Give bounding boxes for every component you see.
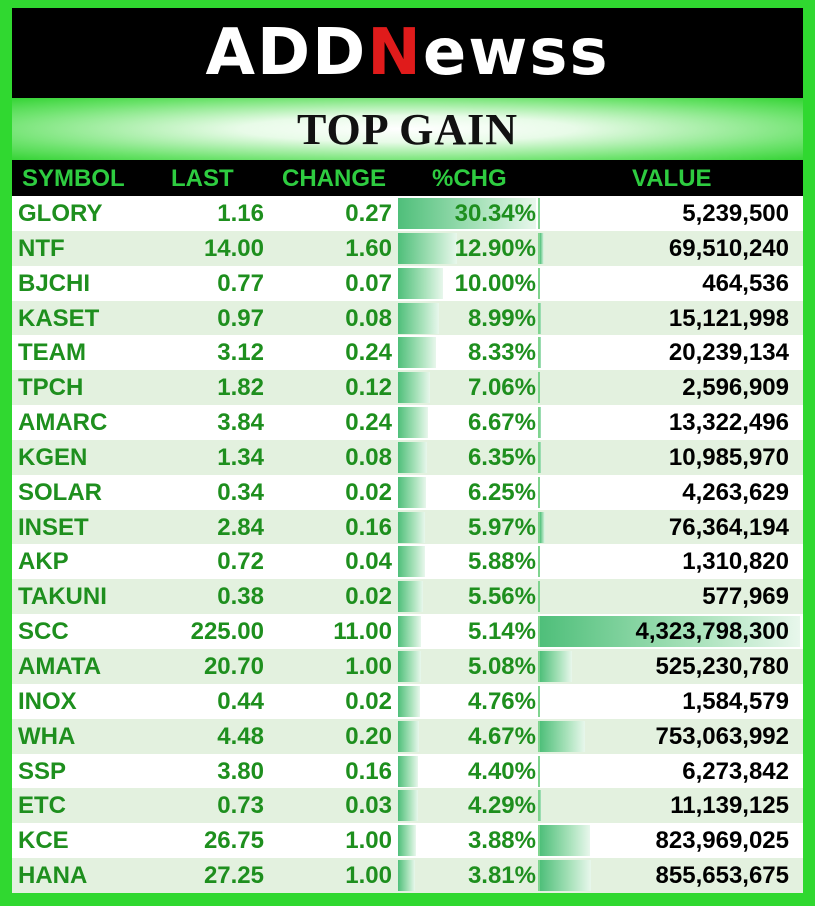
value-cell: 753,063,992 [655, 722, 789, 750]
pct-change-cell: 3.81% [467, 862, 536, 890]
pct-bar [398, 721, 419, 752]
last-cell: 27.25 [203, 862, 264, 890]
last-cell: 14.00 [203, 234, 264, 262]
pct-change-cell: 4.40% [467, 757, 536, 785]
value-bar [540, 512, 545, 543]
pct-change-cell: 3.88% [467, 827, 536, 855]
change-cell: 0.16 [345, 757, 392, 785]
pct-bar [398, 407, 428, 438]
pct-change-cell: 30.34% [454, 200, 536, 227]
symbol-cell: KGEN [18, 443, 88, 471]
value-cell: 6,273,842 [682, 757, 789, 785]
change-cell: 0.02 [345, 478, 392, 506]
change-cell: 0.24 [345, 409, 392, 437]
value-cell: 823,969,025 [655, 827, 789, 855]
value-bar [540, 303, 541, 334]
symbol-cell: AMARC [18, 409, 108, 437]
col-symbol: SYMBOL [22, 165, 125, 192]
last-cell: 3.80 [217, 757, 264, 785]
pct-bar [398, 581, 423, 612]
col-change: CHANGE [282, 165, 387, 192]
last-cell: 1.16 [217, 200, 264, 227]
last-cell: 0.44 [217, 687, 264, 715]
table-row [12, 788, 803, 823]
change-cell: 0.16 [345, 513, 392, 541]
value-cell: 1,310,820 [682, 548, 789, 576]
pct-change-cell: 7.06% [467, 374, 536, 402]
pct-bar [398, 233, 457, 264]
change-cell: 0.12 [345, 374, 392, 402]
pct-change-cell: 8.33% [467, 339, 536, 367]
value-cell: 855,653,675 [655, 862, 789, 890]
pct-bar [398, 616, 421, 647]
col-value: VALUE [632, 165, 712, 192]
symbol-cell: KCE [18, 827, 69, 855]
value-cell: 525,230,780 [655, 652, 789, 680]
symbol-cell: SSP [18, 757, 67, 785]
value-cell: 11,139,125 [670, 792, 789, 820]
table-row [12, 440, 803, 475]
col-last: LAST [171, 165, 234, 192]
last-cell: 20.70 [203, 652, 264, 680]
page-title: TOP GAIN [296, 104, 519, 154]
symbol-cell: ETC [18, 792, 66, 820]
value-cell: 76,364,194 [668, 513, 789, 541]
last-cell: 225.00 [190, 618, 264, 646]
pct-bar [398, 303, 439, 334]
pct-bar [398, 756, 418, 787]
table-row [12, 231, 803, 266]
pct-bar [398, 790, 418, 821]
symbol-cell: KASET [18, 304, 100, 332]
change-cell: 0.02 [345, 687, 392, 715]
table-row [12, 544, 803, 579]
symbol-cell: HANA [18, 862, 88, 890]
change-cell: 1.00 [345, 652, 392, 680]
table-body [12, 196, 803, 893]
value-cell: 2,596,909 [682, 374, 789, 402]
change-cell: 0.02 [345, 583, 392, 611]
pct-change-cell: 5.08% [467, 652, 536, 680]
last-cell: 1.82 [217, 374, 264, 402]
symbol-cell: GLORY [18, 200, 103, 227]
change-cell: 0.20 [345, 722, 392, 750]
value-cell: 4,323,798,300 [635, 618, 789, 646]
table-row [12, 475, 803, 510]
symbol-cell: SCC [18, 618, 69, 646]
value-cell: 464,536 [702, 269, 789, 297]
pct-bar [398, 372, 430, 403]
pct-change-cell: 6.67% [467, 409, 536, 437]
last-cell: 3.84 [217, 409, 264, 437]
pct-change-cell: 8.99% [467, 304, 536, 332]
table-row [12, 335, 803, 370]
symbol-cell: TPCH [18, 374, 84, 402]
last-cell: 0.38 [217, 583, 264, 611]
value-cell: 13,322,496 [668, 409, 789, 437]
title-band [12, 98, 803, 160]
change-cell: 0.03 [345, 792, 392, 820]
value-cell: 1,584,579 [682, 687, 789, 715]
logo-prefix: ADD [205, 16, 368, 90]
logo-n: N [367, 16, 423, 90]
pct-bar [398, 442, 427, 473]
symbol-cell: AMATA [18, 652, 102, 680]
pct-change-cell: 4.76% [467, 687, 536, 715]
table-row [12, 301, 803, 336]
table-row [12, 579, 803, 614]
table-row [12, 266, 803, 301]
value-bar [540, 337, 541, 368]
pct-bar [398, 860, 415, 891]
pct-bar [398, 477, 426, 508]
pct-bar [398, 268, 443, 299]
symbol-cell: TAKUNI [18, 583, 107, 611]
change-cell: 0.04 [345, 548, 392, 576]
pct-bar [398, 337, 436, 368]
logo [205, 16, 610, 90]
symbol-cell: TEAM [18, 339, 86, 367]
symbol-cell: INOX [18, 687, 77, 715]
pct-change-cell: 5.97% [467, 513, 536, 541]
value-cell: 10,985,970 [668, 443, 789, 471]
symbol-cell: NTF [18, 234, 65, 262]
last-cell: 4.48 [217, 722, 264, 750]
logo-suffix: ewss [422, 16, 610, 90]
table-row [12, 196, 803, 231]
value-cell: 20,239,134 [668, 339, 789, 367]
last-cell: 0.77 [217, 269, 264, 297]
table-row [12, 649, 803, 684]
value-bar [540, 721, 585, 752]
last-cell: 0.72 [217, 548, 264, 576]
value-bar [540, 407, 541, 438]
header [12, 8, 803, 98]
last-cell: 1.34 [217, 443, 264, 471]
table-row [12, 858, 803, 893]
table-row [12, 754, 803, 789]
table-row [12, 405, 803, 440]
value-bar [540, 442, 541, 473]
last-cell: 0.97 [217, 304, 264, 332]
value-bar [540, 651, 572, 682]
pct-bar [398, 512, 425, 543]
value-cell: 577,969 [702, 583, 789, 611]
last-cell: 3.12 [217, 339, 264, 367]
change-cell: 0.07 [345, 269, 392, 297]
change-cell: 11.00 [333, 618, 392, 646]
pct-change-cell: 12.90% [454, 234, 536, 262]
pct-bar [398, 825, 416, 856]
pct-change-cell: 6.25% [467, 478, 536, 506]
table-row [12, 370, 803, 405]
pct-change-cell: 5.56% [467, 583, 536, 611]
change-cell: 0.08 [345, 304, 392, 332]
symbol-cell: BJCHI [18, 269, 91, 297]
table-row [12, 614, 803, 649]
pct-bar [398, 651, 421, 682]
value-bar [540, 790, 541, 821]
value-cell: 15,121,998 [668, 304, 789, 332]
value-cell: 4,263,629 [682, 478, 789, 506]
pct-bar [398, 546, 425, 577]
last-cell: 0.73 [217, 792, 264, 820]
symbol-cell: WHA [18, 722, 76, 750]
change-cell: 1.00 [345, 862, 392, 890]
pct-change-cell: 6.35% [467, 443, 536, 471]
pct-bar [398, 686, 420, 717]
symbol-cell: SOLAR [18, 478, 102, 506]
change-cell: 0.08 [345, 443, 392, 471]
value-cell: 5,239,500 [682, 200, 789, 227]
pct-change-cell: 4.67% [467, 722, 536, 750]
pct-change-cell: 5.88% [467, 548, 536, 576]
last-cell: 2.84 [217, 513, 264, 541]
table-row [12, 719, 803, 754]
symbol-cell: INSET [18, 513, 89, 541]
change-cell: 1.00 [345, 827, 392, 855]
table-header [12, 160, 803, 196]
change-cell: 1.60 [345, 234, 392, 262]
last-cell: 26.75 [203, 827, 264, 855]
value-bar [540, 860, 591, 891]
table-row [12, 510, 803, 545]
pct-change-cell: 10.00% [454, 269, 536, 297]
symbol-cell: AKP [18, 548, 69, 576]
pct-change-cell: 4.29% [467, 792, 536, 820]
value-bar [540, 825, 590, 856]
change-cell: 0.27 [345, 200, 392, 227]
value-bar [540, 233, 544, 264]
gainers-table [12, 160, 803, 893]
value-cell: 69,510,240 [668, 234, 789, 262]
change-cell: 0.24 [345, 339, 392, 367]
table-row [12, 823, 803, 858]
last-cell: 0.34 [217, 478, 264, 506]
pct-change-cell: 5.14% [467, 618, 536, 646]
table-row [12, 684, 803, 719]
col-pct-change: %CHG [432, 165, 507, 192]
